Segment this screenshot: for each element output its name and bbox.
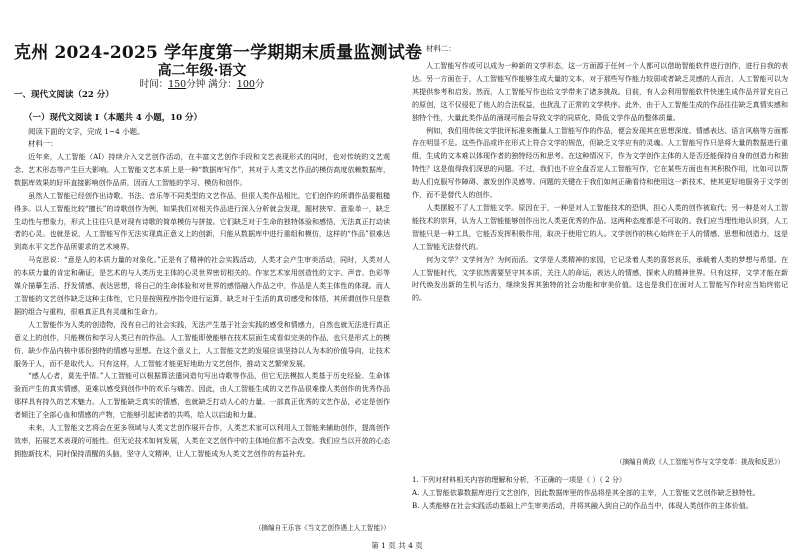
material2-label: 材料二： [426, 44, 456, 53]
time-unit: 分钟 [186, 79, 206, 90]
time-value: 150 [168, 79, 187, 90]
material2-body [412, 60, 788, 452]
question-option-a: A. 人工智能依靠数据库进行文艺创作，因此数据库里的作品将是其全部的主宰，人工智能文艺创作缺乏独特性。 [412, 487, 760, 497]
material1-label: 材料一： [28, 139, 58, 148]
subsection-heading: （一）现代文阅读 I（本题共 4 小题，10 分） [24, 113, 203, 123]
material2-paragraph: 人工智能写作或可以成为一种新的文学形态，这一方面源于任何一个人都可以借助智能软件进行创作，进行自我的表达。另一方面在于，人工智能写作能够生成大量的文本，对于那些写作能力较弱或者缺乏灵感的人而言，人工智能可以为其提供参考和启发。然而，人工智能写作也给文学带来了诸多挑战。目前，有人会利用智能软件快速生成作品并冒充自己的原创，这不仅侵犯了他人的合法权益，也扰乱了正常的文学秩序。此外，由于人工智能生成的作品往往缺乏真情实感和独特个性，大量此类作品的涌现可能会导致文学的同质化，降低文学作品的整体质量。 [412, 61, 788, 122]
material2-paragraph: 何为文学？文学何为？为何而活。文学是人类精神的家园，它记录着人类的喜怒哀乐，承载着人类的梦想与希望。在人工智能时代，文学依然需要坚守其本质，关注人的命运，表达人的情感，探索人的精神世界。只有这样，文学才能在新时代焕发出新的生机与活力，继续发挥其独特的社会功能和审美价值。这也是我们在面对人工智能写作时应当始终铭记的。 [412, 254, 788, 303]
material2-source: （摘编自黄政《人工智能写作与文学变革：挑战和反思》） [615, 458, 784, 466]
question-option-b: B. 人类能够在社会实践活动基础上产生审美活动，并将其融入到自己的作品当中，体现人类创作的主体价值。 [412, 500, 753, 510]
time-prefix: 时间： [139, 79, 169, 90]
exam-subtitle: 高二年级·语文 [157, 63, 247, 79]
reading-instruction: 阅读下面的文字，完成 1~4 小题。 [28, 127, 145, 136]
score-prefix: 满分： [208, 79, 237, 90]
page-footer: 第 1 页 共 4 页 [371, 541, 423, 550]
material1-paragraph: 马克思说：“意是人的本质力量的对象化。”正是有了精神的社会实践活动，人类才会产生审美活动，同时，人类对人的本质力量的肯定和确证，是艺术的与人类历史主体的心灵世界密切相关的。作家艺术家用创造性的文字、声音、色彩等媒介描摹生活、抒发情感、表达思想，将自己的生命体验和对世界的感悟融入作品之中，作品是人类主体性的体现。而人工智能的文艺创作缺乏这种主体性，它只是按照程序指令进行运算，缺乏对于生活的真切感受和体悟，其所谓创作只是数据的组合与重构，很难真正具有灵魂和生命力。 [14, 255, 390, 316]
material1-paragraph: 近年来，人工智能（AI）持续介入文艺创作活动，在丰富文艺创作手段和文艺表现形式的同时，也对传统的文艺观念、艺术形态等产生巨大影响。人工智能文艺本质上是一种“数据库写作”，其对于人类文艺作品的模仿高度依赖数据库，数据库效果的好坏直接影响创作品质，因而人工智能的学习、模仿和创作。 [14, 152, 390, 187]
score-value: 100 [236, 79, 255, 90]
question-stem: 1. 下列对材料相关内容的理解和分析，不正确的一项是（ ）（ 2 分） [412, 475, 626, 484]
question-1 [412, 474, 784, 513]
material1-paragraph: 人工智能作为人类的创造物，没有自己的社会实践，无法产生基于社会实践的感受和情感力，自然也就无法进行真正意义上的创作，只能模仿和学习人类已有的作品。人工智能即使能够在技术层面生成看似完美的作品，也只是形式上的模仿，缺少作品内核中那份独特的情感与思想。在这个意义上，人工智能文艺的发展应该坚持以人为本的价值导向，让技术服务于人，而不是取代人。只有这样，人工智能才能更好地助力文艺创作，推动文艺繁荣发展。 [14, 319, 390, 368]
material1-paragraph: 虽然人工智能已经创作出诗歌、书法、音乐等不同类型的文艺作品，但很人类作品相比，它们创作的所谓作品要粗糙得多。以人工智能比较“擅长”的诗歌创作为例，如果我们对相关作品进行深入分析就会发现，题材狭窄、意象单一，缺乏生动性与想象力，形式上往往只是对现有诗歌的简单模仿与拼接。它们缺乏对于生命的独特体验和感悟，无法真正打动读者的心灵。也就是说，人工智能写作无法实现真正意义上的创新，只能从数据库中进行重组和模仿，这样的“作品”很难达到高水平文艺作品所要求的艺术境界。 [14, 190, 390, 252]
material2-paragraph: 人类摆脱不了人工智能文学。原因在于，一种是对人工智能技术的恐惧，担心人类的创作被取代；另一种是对人工智能技术的崇拜，认为人工智能能够创作出比人类更优秀的作品。这两种态度都是不可取的。我们应当理性地认识到，人工智能只是一种工具，它能否发挥积极作用，取决于使用它的人。文学创作的核心始终在于人的情感、思想和创造力，这是人工智能无法替代的。 [412, 202, 788, 251]
material2-paragraph: 例如，我们用传统文学批评标准来衡量人工智能写作的作品，便会发现其在思想深度、情感表达、语言风格等方面都存在明显不足。这些作品或许在形式上符合文学的规范，但缺乏文学应有的灵魂。人工智能写作只是将大量的数据进行重组，生成的文本难以体现作者的独特经历和思考。在这种情况下，作为文学创作主体的人是否还能保持自身的创造力和独特性？这是值得我们深思的问题。不过，我们也不应全盘否定人工智能写作，它在某些方面也有其积极作用，比如可以帮助人们克服写作障碍、激发创作灵感等。问题的关键在于我们如何正确看待和使用这一新技术，使其更好地服务于文学创作，而不是替代人的创作。 [412, 125, 788, 200]
material1-paragraph: “感人心者，莫先乎情。”人工智能可以根据算法遣词造句写出诗歌等作品，但它无法模拟人类基于历史经验、生命体验而产生的真实情感，更难以感受到创作中的欢乐与痛苦。因此，由人工智能生成的文艺作品很难像人类创作的优秀作品那样具有持久的艺术魅力。人工智能缺乏真实的情感，也就缺乏打动人心的力量。一部真正优秀的文艺作品，必定是创作者倾注了全部心血和情感的产物，它能够引起读者的共鸣，给人以启迪和力量。 [14, 371, 390, 420]
exam-title: 克州 2024-2025 学年度第一学期期末质量监测试卷 [14, 43, 423, 63]
score-unit: 分 [254, 79, 265, 90]
material1-body [14, 151, 390, 517]
material1-paragraph: 未来，人工智能文艺将会在更多领域与人类文艺创作展开合作，人类艺术家可以利用人工智能来辅助创作，提高创作效率，拓展艺术表现的可能性。但无论技术如何发展，人类在文艺创作中的主体地位都不会改变。我们应当以开放的心态拥抱新技术，同时保持清醒的头脑，坚守人文精神，让人工智能成为人类文艺创作的有益补充。 [14, 423, 390, 458]
material1-source: （摘编自王乐容《当文艺创作遇上人工智能》） [254, 524, 390, 532]
section-heading: 一、现代文阅读（22 分） [14, 90, 114, 100]
